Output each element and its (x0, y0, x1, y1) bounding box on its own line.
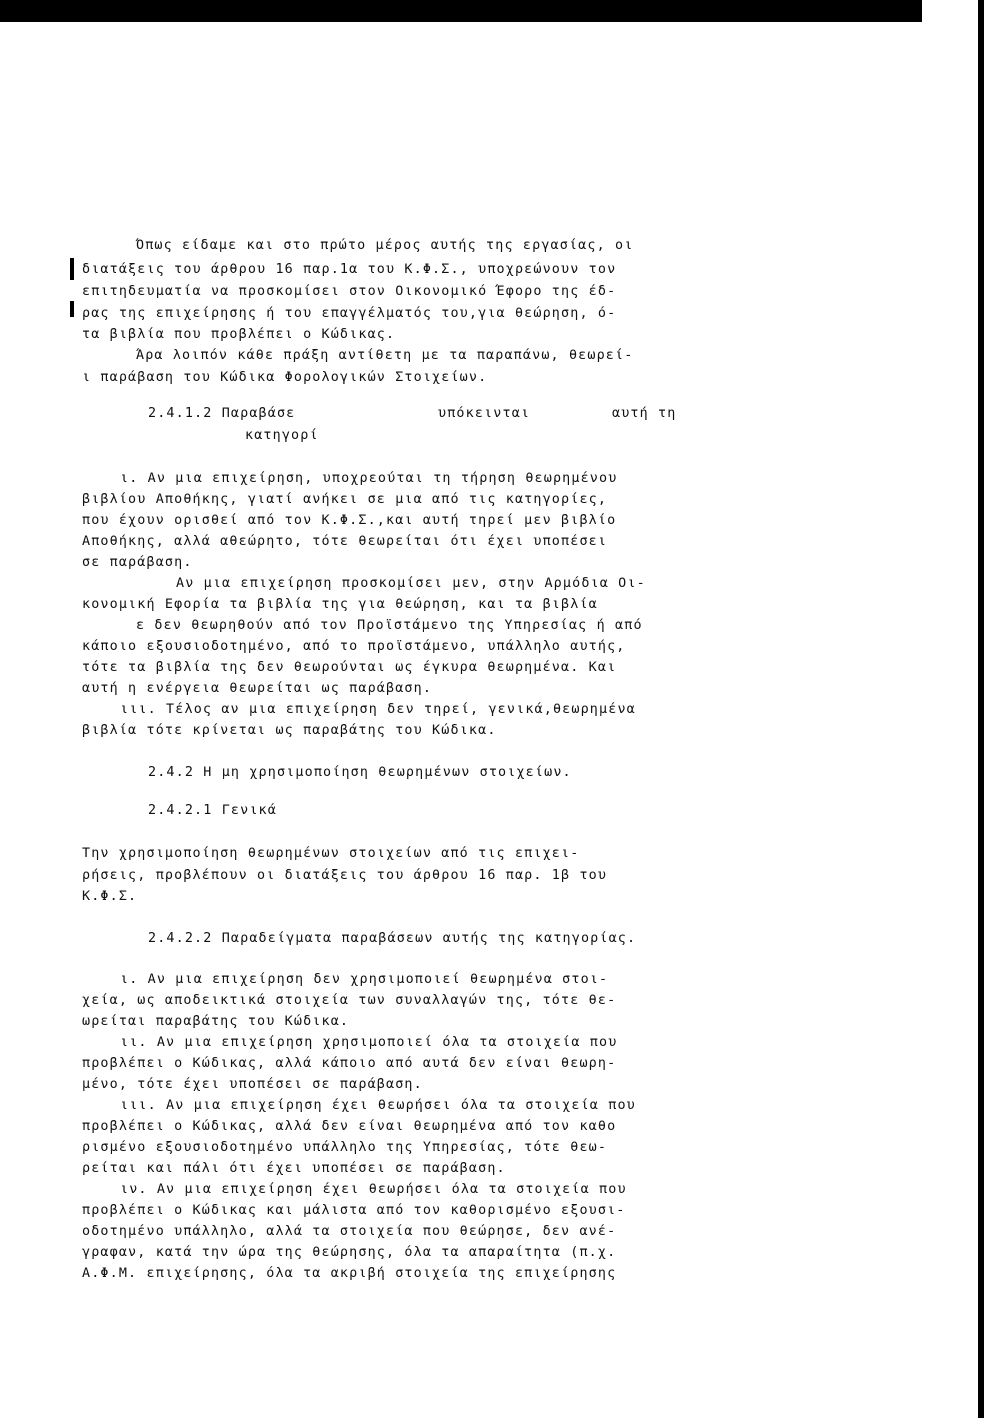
scan-top-border (0, 0, 922, 22)
section-heading: υπόκεινται (438, 406, 531, 421)
text-line: ιιι. Αν μια επιχείρηση έχει θεωρήσει όλα τα στοιχεία που (120, 1098, 636, 1113)
text-line: Την χρησιμοποίηση θεωρημένων στοιχείων από τις επιχει- (82, 846, 580, 861)
margin-mark (70, 301, 74, 317)
text-line: τότε τα βιβλία της δεν θεωρούνται ως έγκυρα θεωρημένα. Και (82, 660, 617, 675)
text-line: ρήσεις, προβλέπουν οι διατάξεις του άρθρου 16 παρ. 1β του (82, 868, 608, 883)
text-line: ι παράβαση του Κώδικα Φορολογικών Στοιχείων. (82, 370, 488, 385)
section-heading: 2.4.1.2 Παραβάσε (148, 406, 296, 421)
text-line: τα βιβλία που προβλέπει ο Κώδικας. (82, 327, 396, 342)
section-heading: 2.4.2.2 Παραδείγματα παραβάσεων αυτής της κατηγορίας. (148, 931, 637, 946)
section-heading: αυτή τη (612, 406, 677, 421)
text-line: ρισμένο εξουσιοδοτημένο υπάλληλο της Υπηρεσίας, τότε θεω- (82, 1140, 608, 1155)
text-line: Α.Φ.Μ. επιχείρησης, όλα τα ακριβή στοιχεία της επιχείρησης (82, 1266, 617, 1281)
text-line: αυτή η ενέργεια θεωρείται ως παράβαση. (82, 681, 433, 696)
text-line: ρείται και πάλι ότι έχει υποπέσει σε παράβαση. (82, 1161, 506, 1176)
text-line: Κ.Φ.Σ. (82, 889, 138, 904)
text-line: Αποθήκης, αλλά αθεώρητο, τότε θεωρείται ότι έχει υποπέσει (82, 534, 608, 549)
text-line: προβλέπει ο Κώδικας, αλλά δεν είναι θεωρημένα από τον καθο (82, 1119, 617, 1134)
text-line: ιν. Αν μια επιχείρηση έχει θεωρήσει όλα τα στοιχεία που (120, 1182, 627, 1197)
text-line: που έχουν ορισθεί από τον Κ.Φ.Σ.,και αυτή τηρεί μεν βιβλίο (82, 513, 617, 528)
margin-mark (70, 258, 74, 280)
text-line: επιτηδευματία να προσκομίσει στον Οικονομικό Έφορο της έδ- (82, 284, 617, 299)
text-line: κάποιο εξουσιοδοτημένο, από το προϊστάμενο, υπάλληλο αυτής, (82, 639, 626, 654)
text-line: ρας της επιχείρησης ή του επαγγέλματός του,για θεώρηση, ό- (82, 306, 617, 321)
text-line: ι. Αν μια επιχείρηση δεν χρησιμοποιεί θεωρημένα στοι- (120, 972, 609, 987)
text-line: προβλέπει ο Κώδικας και μάλιστα από τον καθορισμένο εξουσι- (82, 1203, 626, 1218)
text-line: ωρείται παραβάτης του Κώδικα. (82, 1014, 350, 1029)
section-heading: 2.4.2.1 Γενικά (148, 803, 277, 818)
text-line: Αν μια επιχείρηση προσκομίσει μεν, στην Αρμόδια Οι- (176, 576, 646, 591)
text-line: βιβλίου Αποθήκης, γιατί ανήκει σε μια από τις κατηγορίες, (82, 492, 608, 507)
text-line: γραφαν, κατά την ώρα της θεώρησης, όλα τα απαραίτητα (π.χ. (82, 1245, 617, 1260)
section-heading: κατηγορί (245, 428, 319, 443)
text-line: ιι. Αν μια επιχείρηση χρησιμοποιεί όλα τα στοιχεία που (120, 1035, 618, 1050)
text-line: ιιι. Τέλος αν μια επιχείρηση δεν τηρεί, γενικά,θεωρημένα (120, 702, 636, 717)
text-line: Όπως είδαμε και στο πρώτο μέρος αυτής της εργασίας, οι (136, 238, 634, 253)
text-line: ι. Αν μια επιχείρηση, υποχρεούται τη τήρηση θεωρημένου (120, 471, 618, 486)
text-line: ε δεν θεωρηθούν από τον Προϊστάμενο της Υπηρεσίας ή από (136, 618, 643, 633)
text-line: σε παράβαση. (82, 555, 193, 570)
text-line: χεία, ως αποδεικτικά στοιχεία των συναλλαγών της, τότε θε- (82, 993, 617, 1008)
text-line: Άρα λοιπόν κάθε πράξη αντίθετη με τα παραπάνω, θεωρεί- (136, 348, 634, 363)
text-line: βιβλία τότε κρίνεται ως παραβάτης του Κώδικα. (82, 723, 497, 738)
scan-right-border (978, 0, 984, 1418)
text-line: κονομική Εφορία τα βιβλία της για θεώρηση, και τα βιβλία (82, 597, 598, 612)
text-line: μένο, τότε έχει υποπέσει σε παράβαση. (82, 1077, 423, 1092)
text-line: διατάξεις του άρθρου 16 παρ.1α του Κ.Φ.Σ., υποχρεώνουν τον (82, 262, 617, 277)
text-line: οδοτημένο υπάλληλο, αλλά τα στοιχεία που θεώρησε, δεν ανέ- (82, 1224, 617, 1239)
text-line: προβλέπει ο Κώδικας, αλλά κάποιο από αυτά δεν είναι θεωρη- (82, 1056, 617, 1071)
section-heading: 2.4.2 Η μη χρησιμοποίηση θεωρημένων στοιχείων. (148, 765, 572, 780)
